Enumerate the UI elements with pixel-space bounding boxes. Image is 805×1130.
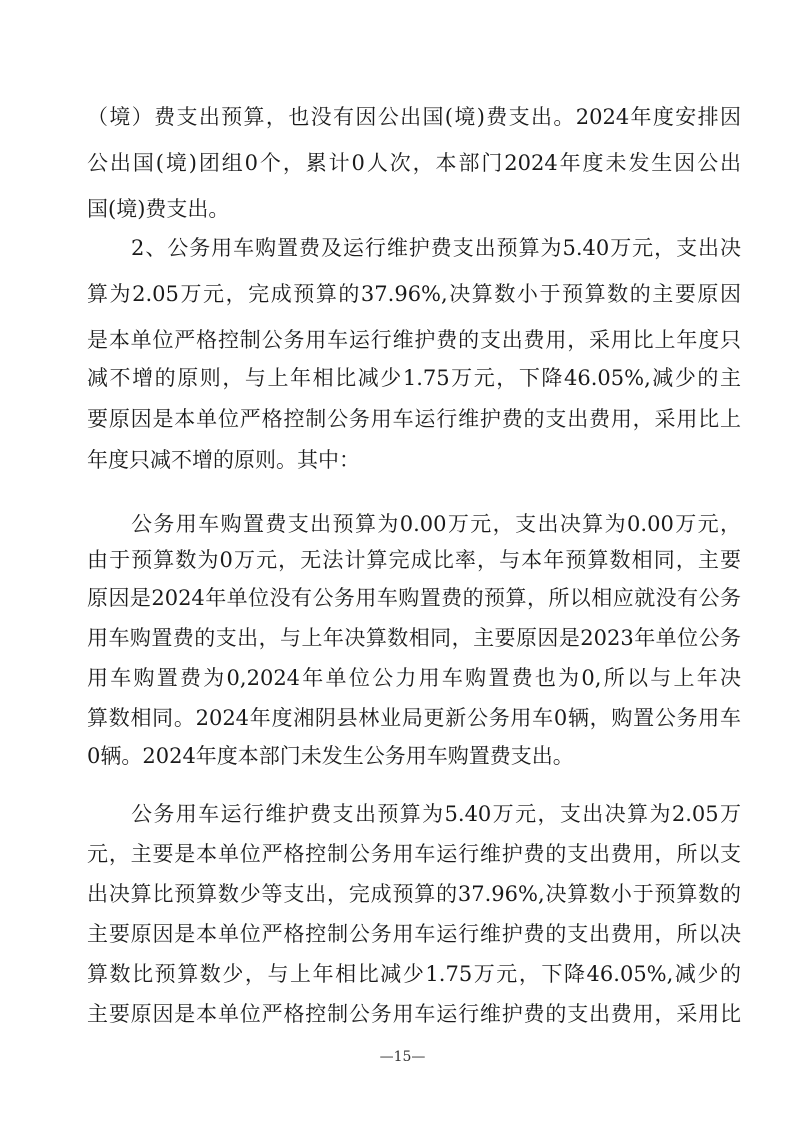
text-line: （境）费支出预算，也没有因公出国(境)费支出。2024年度安排因 — [87, 105, 741, 129]
text-line: 主要原因是本单位严格控制公务用车运行维护费的支出费用，所以决 — [87, 922, 741, 946]
text-line: 公出国(境)团组0个，累计0人次，本部门2024年度未发生因公出 — [87, 151, 741, 175]
text-line: 2、公务用车购置费及运行维护费支出预算为5.40万元，支出决 — [131, 236, 741, 260]
text-line: 出决算比预算数少等支出，完成预算的37.96%,决算数小于预算数的 — [87, 882, 741, 906]
text-line: 原因是2024年单位没有公务用车购置费的预算，所以相应就没有公务 — [87, 586, 741, 610]
text-line: 年度只减不增的原则。其中： — [87, 448, 360, 472]
text-line: 用车购置费的支出，与上年决算数相同，主要原因是2023年单位公务 — [87, 626, 741, 650]
text-line: 算为2.05万元，完成预算的37.96%,决算数小于预算数的主要原因 — [87, 282, 741, 306]
text-line: 要原因是本单位严格控制公务用车运行维护费的支出费用，采用比上 — [87, 407, 741, 431]
text-line: 国(境)费支出。 — [87, 197, 230, 221]
text-line: 0辆。2024年度本部门未发生公务用车购置费支出。 — [87, 744, 574, 768]
text-line: 减不增的原则，与上年相比减少1.75万元，下降46.05%,减少的主 — [87, 366, 741, 390]
text-line: 公务用车运行维护费支出预算为5.40万元，支出决算为2.05万 — [131, 802, 741, 826]
text-line: 算数比预算数少，与上年相比减少1.75万元，下降46.05%,减少的 — [87, 962, 741, 986]
text-line: 用车购置费为0,2024年单位公力用车购置费也为0,所以与上年决 — [87, 666, 741, 690]
text-line: 主要原因是本单位严格控制公务用车运行维护费的支出费用，采用比 — [87, 1002, 741, 1026]
text-line: 算数相同。2024年度湘阴县林业局更新公务用车0辆，购置公务用车 — [87, 706, 741, 730]
text-line: 公务用车购置费支出预算为0.00万元，支出决算为0.00万元， — [131, 512, 741, 536]
text-line: 元，主要是本单位严格控制公务用车运行维护费的支出费用，所以支 — [87, 842, 741, 866]
text-line: 由于预算数为0万元，无法计算完成比率，与本年预算数相同，主要 — [87, 548, 741, 572]
text-line: 是本单位严格控制公务用车运行维护费的支出费用，采用比上年度只 — [87, 328, 741, 352]
page-number: —15— — [379, 1049, 426, 1065]
